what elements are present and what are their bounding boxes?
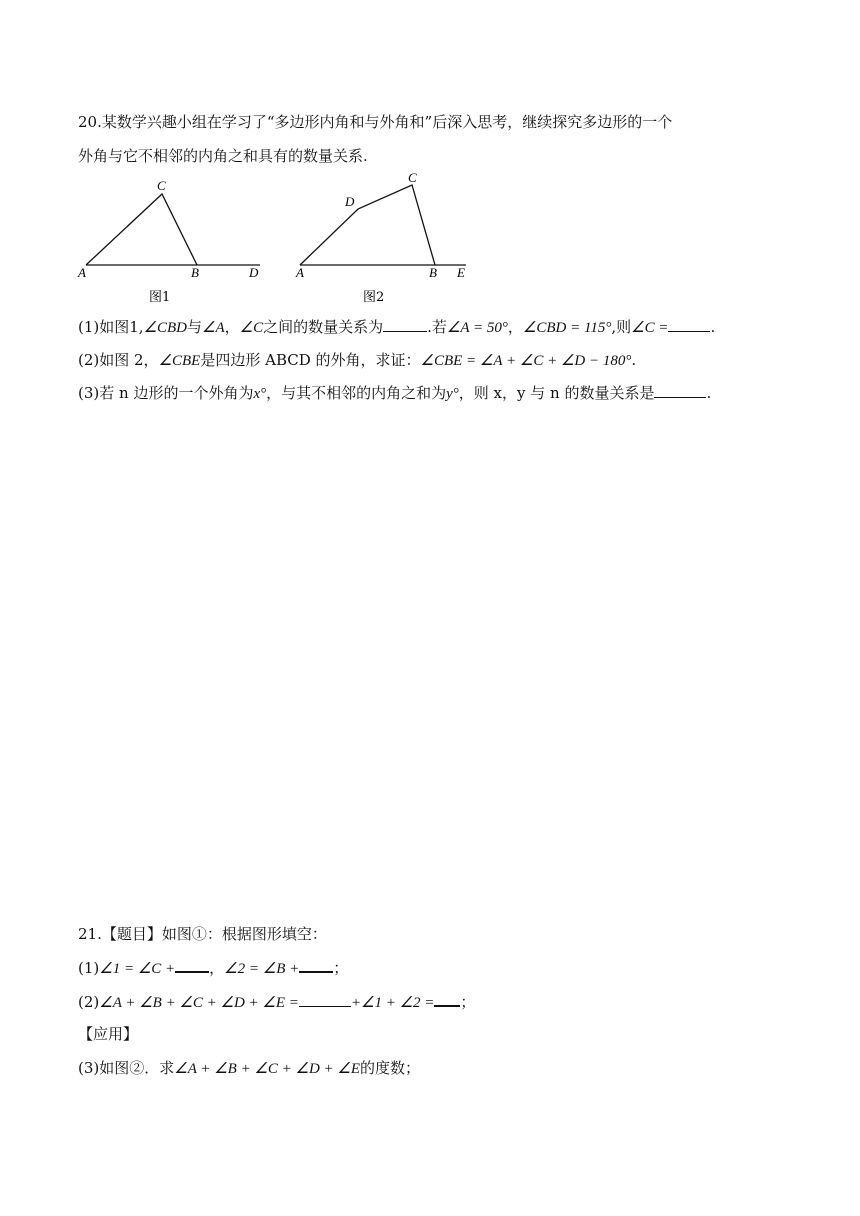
answer-blank-xyn[interactable] — [654, 383, 706, 398]
fig2-label-c: C — [408, 170, 417, 185]
answer-blank-angle1[interactable] — [175, 957, 209, 973]
fig2-caption: 图2 — [363, 290, 385, 305]
q21-part1: (1)∠1 = ∠C + ，∠2 = ∠B + ； — [78, 959, 349, 977]
q20-title-line1: 20.某数学兴趣小组在学习了“多边形内角和与外角和”后深入思考，继续探究多边形的一个 — [78, 113, 673, 131]
q21-part2: (2)∠A + ∠B + ∠C + ∠D + ∠E = +∠1 + ∠2 = ； — [78, 993, 476, 1011]
q21-part3: (3)如图②．求∠A + ∠B + ∠C + ∠D + ∠E的度数； — [78, 1059, 421, 1077]
fig2-label-b: B — [429, 265, 437, 280]
figure-2-quadrilateral — [290, 168, 480, 308]
answer-blank-total[interactable] — [434, 991, 460, 1007]
fig1-caption: 图1 — [149, 290, 171, 305]
fig1-label-a: A — [78, 265, 86, 280]
fig2-label-a: A — [296, 265, 304, 280]
fig1-label-c: C — [157, 178, 166, 193]
fig1-label-d: D — [249, 265, 259, 280]
q20-part2: (2)如图 2，∠CBE是四边形 ABCD 的外角，求证：∠CBE = ∠A + ∠C + ∠D − 180°. — [78, 351, 637, 369]
answer-blank-sum[interactable] — [299, 992, 351, 1007]
q21-title: 21.【题目】如图①：根据图形填空： — [78, 925, 327, 943]
q20-part1: (1)如图1,∠CBD与∠A，∠C之间的数量关系为 .若∠A = 50°，∠CBD = 115°,则∠C = . — [78, 318, 716, 336]
fig2-label-d: D — [345, 194, 355, 209]
q20-title-line2: 外角与它不相邻的内角之和具有的数量关系. — [78, 147, 368, 165]
figure-1-triangle — [70, 176, 270, 306]
q20-part3: (3)若 n 边形的一个外角为x°，与其不相邻的内角之和为y°，则 x，y 与 n 的数量关系是 . — [78, 384, 712, 402]
fig1-label-b: B — [191, 265, 199, 280]
answer-blank-angle2[interactable] — [299, 957, 333, 973]
answer-blank-angle-c[interactable] — [668, 317, 710, 332]
q21-section-application: 【应用】 — [78, 1025, 139, 1043]
fig2-label-e: E — [457, 265, 465, 280]
answer-blank-relation[interactable] — [383, 317, 427, 332]
